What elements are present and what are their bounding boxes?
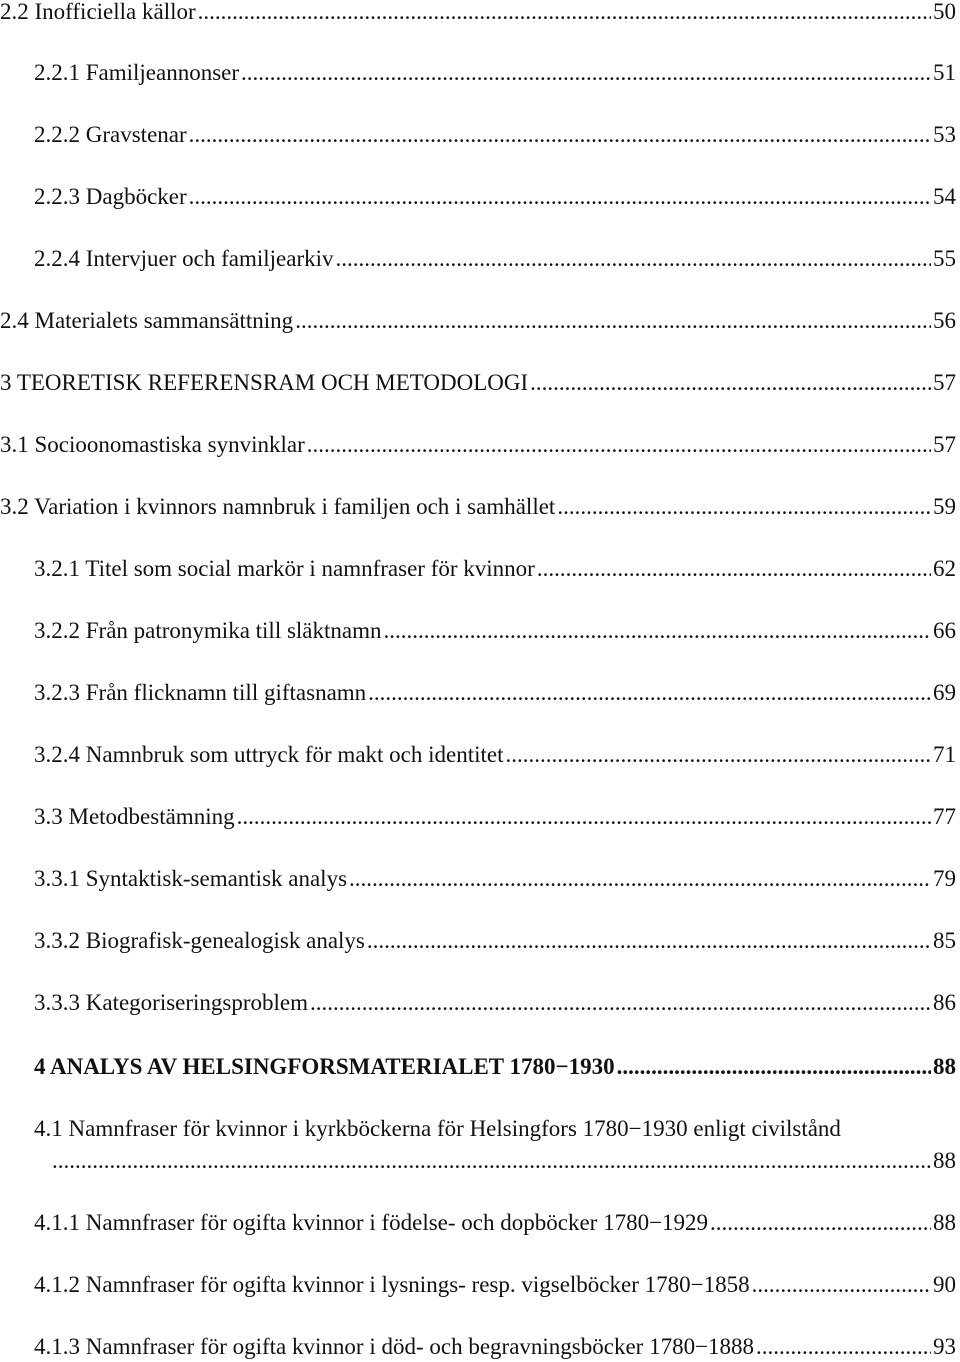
toc-entry-3[interactable] [0, 368, 956, 398]
toc-entry-label: 3.3 Metodbestämning [34, 804, 235, 829]
toc-entry-page: 79 [933, 866, 956, 891]
toc-entry-2-2-2[interactable] [34, 120, 956, 150]
toc-entry-label: 4.1.3 Namnfraser för ogifta kvinnor i död- och begravningsböcker 1780−1888 [34, 1334, 755, 1359]
toc-entry-label: 4.1.2 Namnfraser för ogifta kvinnor i lysnings- resp. vigselböcker 1780−1858 [34, 1272, 750, 1297]
toc-entry-3-2[interactable] [0, 492, 956, 522]
toc-entry-label: 2.2.4 Intervjuer och familjearkiv [34, 246, 334, 271]
toc-entry-4-1-label[interactable]: 4.1 Namnfraser för kvinnor i kyrkböckerna för Helsingfors 1780−1930 enligt civilstånd [34, 1116, 841, 1141]
toc-entry-2-2-1[interactable] [34, 58, 956, 88]
toc-entry-4-1-1[interactable] [34, 1208, 956, 1238]
toc-entry-page: 66 [933, 618, 956, 643]
dot-leader [756, 1332, 931, 1362]
toc-entry-label: 3.1 Socioonomastiska synvinklar [0, 432, 305, 457]
toc-entry-page: 59 [933, 494, 956, 519]
dot-leader [752, 1270, 931, 1300]
dot-leader [189, 182, 931, 212]
toc-entry-4-1-3[interactable] [34, 1332, 956, 1362]
toc-entry-label: 3.2.3 Från flicknamn till giftasnamn [34, 680, 367, 705]
dot-leader [367, 926, 931, 956]
toc-entry-4-1-2[interactable] [34, 1270, 956, 1300]
toc-entry-label: 3.2.1 Titel som social markör i namnfraser för kvinnor [34, 556, 535, 581]
toc-entry-page: 88 [933, 1054, 956, 1079]
toc-entry-3-2-1[interactable] [34, 554, 956, 584]
toc-entry-page: 85 [933, 928, 956, 953]
toc-entry-3-1[interactable] [0, 430, 956, 460]
dot-leader [617, 1052, 931, 1082]
dot-leader [295, 306, 931, 336]
dot-leader [530, 368, 931, 398]
toc-entry-3-3-2[interactable] [34, 926, 956, 956]
toc-entry-page: 93 [933, 1334, 956, 1359]
dot-leader [237, 802, 931, 832]
dot-leader [537, 554, 931, 584]
toc-entry-page: 50 [933, 0, 956, 24]
toc-entry-3-2-2[interactable] [34, 616, 956, 646]
toc-entry-2-4[interactable] [0, 306, 956, 336]
toc-entry-page: 54 [933, 184, 956, 209]
toc-entry-page: 62 [933, 556, 956, 581]
toc-entry-2-2-4[interactable] [34, 244, 956, 274]
toc-entry-3-3[interactable] [34, 802, 956, 832]
toc-entry-3-2-3[interactable] [34, 678, 956, 708]
dot-leader [241, 58, 931, 88]
toc-entry-page: 69 [933, 680, 956, 705]
toc-entry-label: 3.3.2 Biografisk-genealogisk analys [34, 928, 365, 953]
dot-leader [336, 244, 931, 274]
toc-entry-page: 90 [933, 1272, 956, 1297]
dot-leader [189, 120, 931, 150]
toc-entry-page: 88 [933, 1210, 956, 1235]
toc-entry-4-1[interactable] [50, 1146, 956, 1176]
toc-entry-label: 2.2 Inofficiella källor [0, 0, 196, 24]
toc-entry-2-2-3[interactable] [34, 182, 956, 212]
toc-entry-page: 77 [933, 804, 956, 829]
toc-entry-page: 56 [933, 308, 956, 333]
dot-leader [198, 0, 931, 27]
dot-leader [710, 1208, 931, 1238]
toc-entry-3-3-1[interactable] [34, 864, 956, 894]
toc-entry-page: 88 [933, 1148, 956, 1173]
toc-entry-page: 55 [933, 246, 956, 271]
toc-entry-4[interactable] [34, 1052, 956, 1082]
toc-entry-3-3-3[interactable] [34, 988, 956, 1018]
toc-entry-page: 71 [933, 742, 956, 767]
toc-entry-page: 51 [933, 60, 956, 85]
toc-entry-label: 2.2.3 Dagböcker [34, 184, 187, 209]
toc-entry-page: 57 [933, 432, 956, 457]
toc-entry-3-2-4[interactable] [34, 740, 956, 770]
toc-entry-label: 2.4 Materialets sammansättning [0, 308, 294, 333]
dot-leader [349, 864, 931, 894]
dot-leader [557, 492, 931, 522]
toc-entry-page: 57 [933, 370, 956, 395]
dot-leader [52, 1146, 931, 1176]
dot-leader [368, 678, 931, 708]
dot-leader [506, 740, 932, 770]
toc-entry-label: 3 TEORETISK REFERENSRAM OCH METODOLOGI [0, 370, 529, 395]
toc-entry-label: 3.2 Variation i kvinnors namnbruk i familjen och i samhället [0, 494, 556, 519]
dot-leader [310, 988, 931, 1018]
toc-entry-label: 3.3.1 Syntaktisk-semantisk analys [34, 866, 348, 891]
toc-entry-label: 2.2.2 Gravstenar [34, 122, 187, 147]
dot-leader [384, 616, 931, 646]
toc-entry-2-2[interactable] [0, 0, 956, 27]
toc-entry-page: 53 [933, 122, 956, 147]
toc-entry-label: 3.3.3 Kategoriseringsproblem [34, 990, 309, 1015]
toc-entry-label: 4 ANALYS AV HELSINGFORSMATERIALET 1780−1930 [34, 1054, 615, 1079]
toc-entry-label: 3.2.2 Från patronymika till släktnamn [34, 618, 382, 643]
dot-leader [307, 430, 931, 460]
toc-entry-label: 4.1.1 Namnfraser för ogifta kvinnor i födelse- och dopböcker 1780−1929 [34, 1210, 709, 1235]
toc-entry-page: 86 [933, 990, 956, 1015]
toc-entry-label: 2.2.1 Familjeannonser [34, 60, 240, 85]
toc-entry-label: 3.2.4 Namnbruk som uttryck för makt och identitet [34, 742, 504, 767]
